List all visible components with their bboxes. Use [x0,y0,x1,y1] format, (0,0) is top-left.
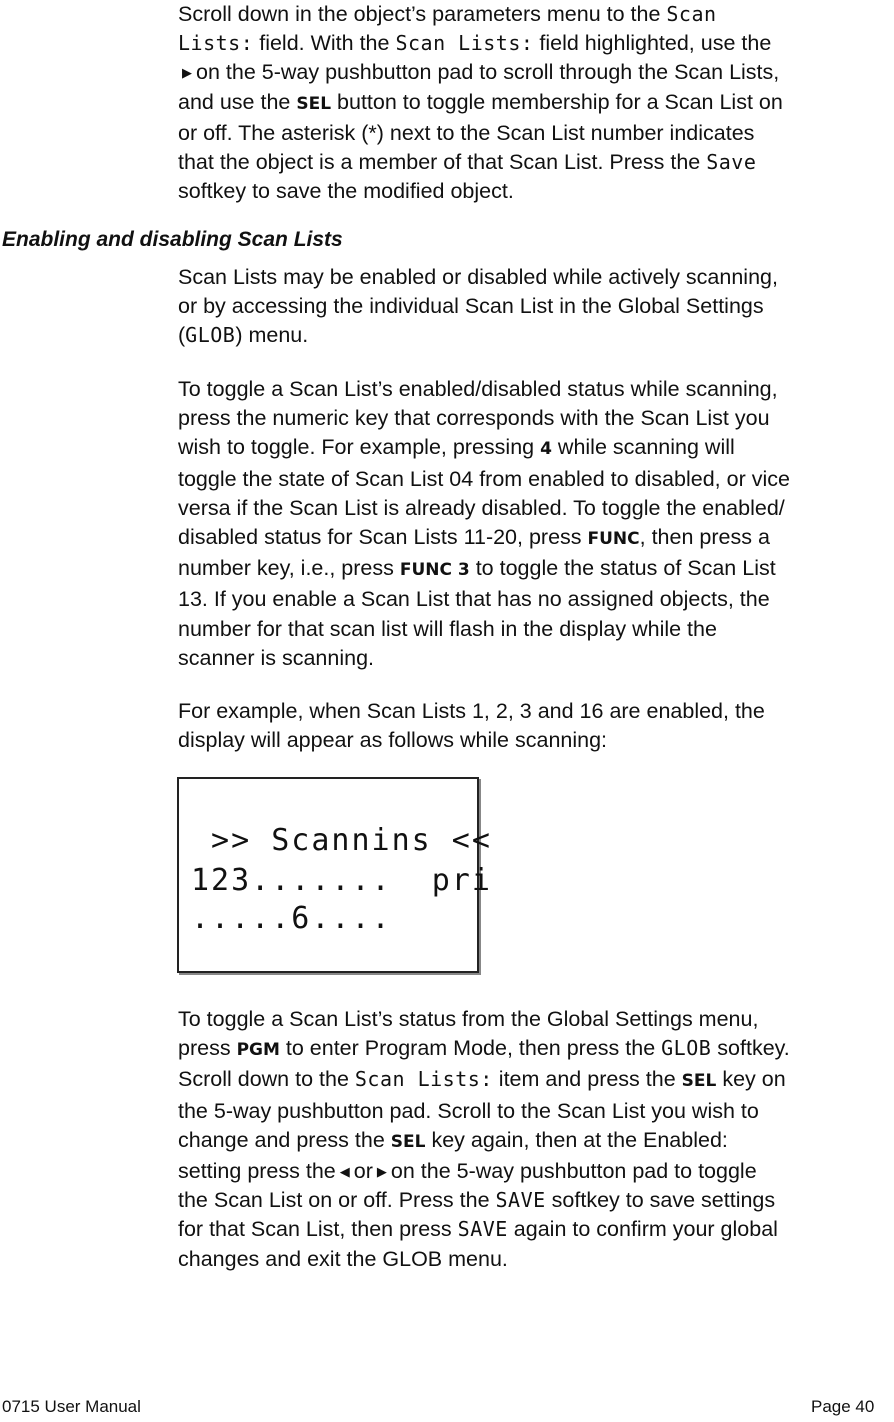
text: to toggle the status of Scan List [469,556,776,581]
text: disabled status for Scan Lists 11-20, press [178,525,588,550]
text: number key, i.e., press [178,556,400,581]
text: and use the [178,89,297,114]
text: that the object is a member of that Scan List. Press the [178,150,707,175]
text: for that Scan List, then press [178,1217,458,1242]
right-arrow-icon: ▶ [182,65,192,81]
text: Scroll down to the [178,1067,355,1092]
right-arrow-icon: ▶ [376,1164,387,1180]
lcd-text: Save [706,150,757,175]
lcd-display [177,777,492,973]
lcd-text: GLOB [661,1036,712,1061]
lcd-text: GLOB [185,323,236,348]
text: Scroll down in the object’s parameters menu to the [178,2,667,26]
text: key on [716,1067,786,1092]
key-label: FUNC 3 [399,560,470,581]
text: number for that scan list will flash in the display while the [178,616,717,641]
paragraph-intro [178,263,890,351]
text: the Scan List on or off. Press the [178,1188,496,1213]
text: Scan Lists may be enabled or disabled while actively scanning, [178,265,778,289]
lcd-row-enabled-lists-1-10: 123....... pri [191,863,492,898]
text: changes and exit the GLOB menu. [178,1246,508,1271]
text: change and press the [178,1127,391,1152]
text: To toggle a Scan List’s status from the Global Settings menu, [178,1007,759,1031]
paragraph-toggle-scanning [178,375,890,673]
key-label: SEL [390,1131,426,1152]
key-label: SEL [681,1071,717,1092]
lcd-text: Lists: [178,31,254,56]
text: while scanning will [551,435,735,460]
paragraph-toggle-glob [178,1005,890,1274]
text: on the 5-way pushbutton pad to scroll through the Scan Lists, [196,60,780,85]
text: button to toggle membership for a Scan List on [331,89,783,114]
text: For example, when Scan Lists 1, 2, 3 and 16 are enabled, the [178,699,765,723]
lcd-row-enabled-lists-11-20: .....6.... [191,901,392,936]
text: softkey. [711,1036,790,1061]
lcd-text: Scan Lists: [395,31,534,56]
key-label: FUNC [587,529,640,550]
text: or by accessing the individual Scan List in the Global Settings [178,294,764,319]
text: softkey to save settings [545,1188,776,1213]
text: or [353,1159,373,1184]
text: field. With the [253,31,396,56]
key-label: SEL [296,93,332,114]
text: To toggle a Scan List’s enabled/disabled status while scanning, [178,377,778,401]
text: or off. The asterisk (*) next to the Scan List number indicates [178,120,755,145]
text: ( [178,323,186,348]
lcd-text: Scan Lists: [354,1067,493,1092]
lcd-text: SAVE [457,1217,508,1242]
text: press the numeric key that corresponds with the Scan List you [178,406,770,431]
text: press [178,1036,237,1061]
footer-page-number: Page 40 [811,1397,875,1416]
text: 13. If you enable a Scan List that has no assigned objects, the [178,587,770,612]
text: display will appear as follows while scanning: [178,728,608,753]
text: on the 5-way pushbutton pad to toggle [390,1159,757,1184]
text: to enter Program Mode, then press the [279,1036,662,1061]
text: again to confirm your global [507,1217,778,1242]
lcd-text: SAVE [495,1188,546,1213]
lcd-row-scanning: >> Scannins << [191,823,492,858]
text: toggle the state of Scan List 04 from enabled to disabled, or vice [178,466,790,491]
text: scanner is scanning. [178,645,374,670]
text: , then press a [639,525,770,550]
footer-manual-title: 0715 User Manual [2,1397,141,1416]
text: softkey to save the modified object. [178,179,514,204]
text: item and press the [492,1067,682,1092]
text: versa if the Scan List is already disabled. To toggle the enabled/ [178,495,785,520]
paragraph-example [178,697,890,755]
text: the 5-way pushbutton pad. Scroll to the Scan List you wish to [178,1098,759,1123]
text: field highlighted, use the [533,31,772,56]
key-label: 4 [540,439,552,460]
left-arrow-icon: ◀ [339,1164,350,1180]
lcd-text: Scan [666,2,717,26]
text: wish to toggle. For example, pressing [178,435,541,460]
text: setting press the [178,1159,336,1184]
text: key again, then at the Enabled: [425,1127,728,1152]
text: ) menu. [235,323,309,348]
key-label: PGM [236,1040,280,1061]
section-heading: Enabling and disabling Scan Lists [2,228,343,251]
paragraph-save-object [178,0,890,206]
